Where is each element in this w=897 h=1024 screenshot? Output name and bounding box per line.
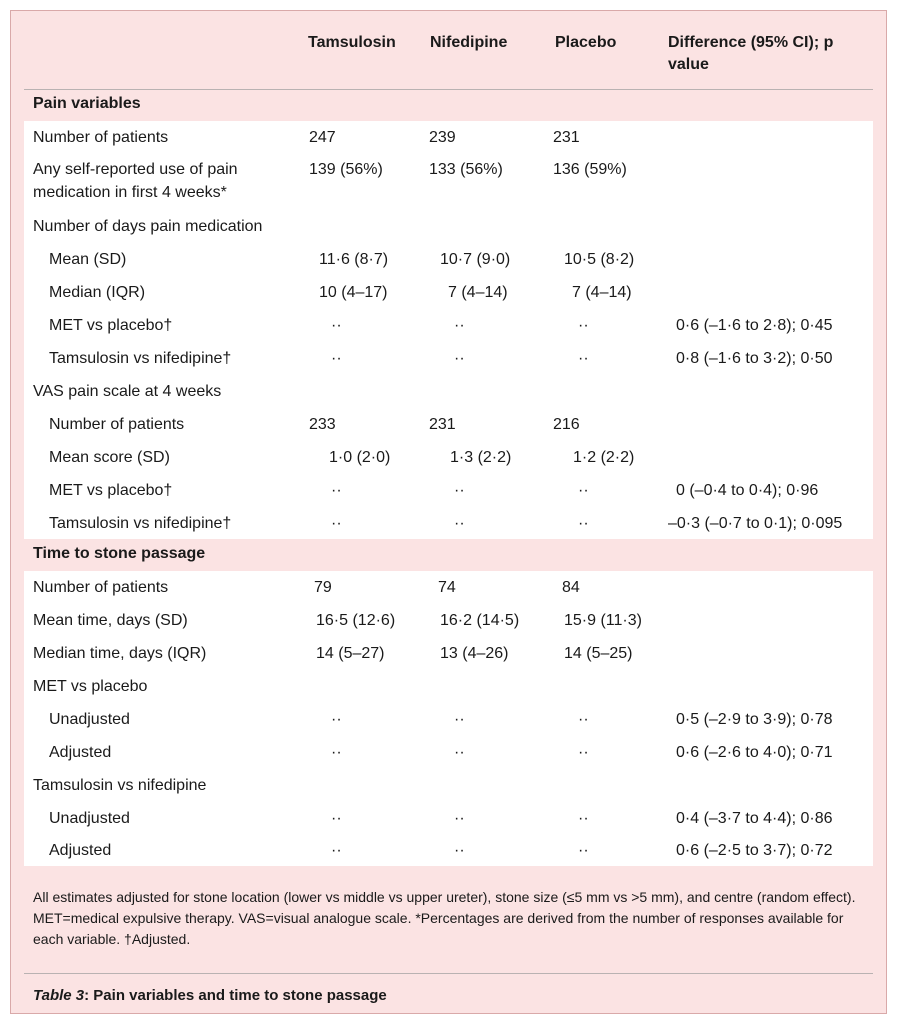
cell-nifedipine: 13 (4–26): [440, 645, 509, 662]
cell-tamsulosin: ··: [331, 842, 342, 859]
row-label: Unadjusted: [49, 711, 130, 728]
cell-tamsulosin: 10 (4–17): [319, 284, 388, 301]
row-label: Number of patients: [33, 129, 169, 146]
cell-placebo: ··: [578, 810, 589, 827]
cell-nifedipine: ··: [454, 711, 465, 728]
cell-placebo: 15·9 (11·3): [564, 612, 642, 629]
row-label: Tamsulosin vs nifedipine†: [49, 350, 232, 367]
cell-placebo: ··: [578, 515, 589, 532]
cell-tamsulosin: 11·6 (8·7): [319, 251, 389, 268]
cell-nifedipine: ··: [454, 317, 465, 334]
cell-tamsulosin: 14 (5–27): [316, 645, 385, 662]
col-header-tamsulosin: Tamsulosin: [308, 34, 396, 51]
cell-nifedipine: 7 (4–14): [448, 284, 508, 301]
cell-placebo: 14 (5–25): [564, 645, 633, 662]
cell-nifedipine: 74: [438, 579, 456, 596]
row-label: Mean score (SD): [49, 449, 170, 466]
row-label: Tamsulosin vs nifedipine: [33, 777, 207, 794]
table-footnote: All estimates adjusted for stone location (lower vs middle vs upper ureter), stone size (≤5 mm vs >5 mm), and centre (random effect). MET=medical expulsive therapy. VAS=visual analogue scale. *Percentages are derived from the number of responses available for each variable. †Adjusted.: [33, 889, 856, 947]
cell-tamsulosin: 1·0 (2·0): [329, 449, 391, 466]
cell-nifedipine: ··: [454, 515, 465, 532]
cell-difference: 0·4 (–3·7 to 4·4); 0·86: [676, 810, 833, 827]
cell-placebo: ··: [578, 350, 589, 367]
cell-difference: 0·8 (–1·6 to 3·2); 0·50: [676, 350, 833, 367]
col-header-placebo: Placebo: [555, 34, 617, 51]
row-label: Mean time, days (SD): [33, 612, 188, 629]
section-title-time: Time to stone passage: [33, 545, 206, 562]
header-divider: [24, 89, 873, 90]
cell-nifedipine: 1·3 (2·2): [450, 449, 512, 466]
cell-tamsulosin: ··: [331, 350, 342, 367]
cell-placebo: ··: [578, 482, 589, 499]
cell-placebo: 7 (4–14): [572, 284, 632, 301]
row-label: VAS pain scale at 4 weeks: [33, 383, 222, 400]
cell-tamsulosin: 139 (56%): [309, 161, 383, 178]
pain-section-body: [24, 121, 873, 539]
cell-difference: 0 (–0·4 to 0·4); 0·96: [676, 482, 819, 499]
row-label: Number of days pain medication: [33, 218, 263, 235]
cell-placebo: ··: [578, 744, 589, 761]
cell-nifedipine: 16·2 (14·5): [440, 612, 520, 629]
row-label: Median time, days (IQR): [33, 645, 207, 662]
cell-tamsulosin: 247: [309, 129, 336, 146]
time-section-body: [24, 571, 873, 866]
cell-difference: 0·6 (–2·5 to 3·7); 0·72: [676, 842, 833, 859]
row-label: Median (IQR): [49, 284, 146, 301]
cell-nifedipine: ··: [454, 482, 465, 499]
cell-tamsulosin: 233: [309, 416, 336, 433]
cell-tamsulosin: ··: [331, 317, 342, 334]
cell-nifedipine: ··: [454, 810, 465, 827]
cell-difference: 0·6 (–1·6 to 2·8); 0·45: [676, 317, 833, 334]
row-label: Adjusted: [49, 842, 112, 859]
cell-placebo: ··: [578, 842, 589, 859]
row-label: Adjusted: [49, 744, 112, 761]
cell-nifedipine: 239: [429, 129, 456, 146]
row-label: Number of patients: [33, 579, 169, 596]
cell-nifedipine: 231: [429, 416, 456, 433]
cell-tamsulosin: 79: [314, 579, 332, 596]
row-label: Number of patients: [49, 416, 185, 433]
section-title-pain: Pain variables: [33, 95, 141, 112]
col-header-difference: Difference (95% CI); p value: [668, 34, 834, 73]
cell-placebo: 216: [553, 416, 580, 433]
cell-placebo: 10·5 (8·2): [564, 251, 635, 268]
cell-nifedipine: ··: [454, 842, 465, 859]
cell-placebo: 1·2 (2·2): [573, 449, 635, 466]
cell-difference: –0·3 (–0·7 to 0·1); 0·095: [668, 515, 843, 532]
cell-tamsulosin: ··: [331, 515, 342, 532]
cell-difference: 0·5 (–2·9 to 3·9); 0·78: [676, 711, 833, 728]
row-label: Mean (SD): [49, 251, 127, 268]
row-label: MET vs placebo: [33, 678, 148, 695]
cell-nifedipine: ··: [454, 744, 465, 761]
cell-difference: 0·6 (–2·6 to 4·0); 0·71: [676, 744, 833, 761]
cell-tamsulosin: 16·5 (12·6): [316, 612, 396, 629]
row-label: MET vs placebo†: [49, 317, 173, 334]
table-caption: [33, 986, 387, 1006]
row-label: Any self-reported use of pain medication in first 4 weeks*: [33, 161, 238, 201]
row-label: Unadjusted: [49, 810, 130, 827]
row-label: Tamsulosin vs nifedipine†: [49, 515, 232, 532]
table-frame: [10, 10, 887, 1014]
cell-tamsulosin: ··: [331, 810, 342, 827]
cell-placebo: 84: [562, 579, 580, 596]
cell-tamsulosin: ··: [331, 482, 342, 499]
col-header-nifedipine: Nifedipine: [430, 34, 508, 51]
caption-label: Table 3: [33, 987, 85, 1004]
row-label: MET vs placebo†: [49, 482, 173, 499]
cell-placebo: ··: [578, 317, 589, 334]
cell-tamsulosin: ··: [331, 711, 342, 728]
caption-text: : Pain variables and time to stone passage: [84, 987, 387, 1004]
caption-divider: [24, 973, 873, 974]
cell-placebo: ··: [578, 711, 589, 728]
cell-nifedipine: ··: [454, 350, 465, 367]
cell-tamsulosin: ··: [331, 744, 342, 761]
cell-placebo: 136 (59%): [553, 161, 627, 178]
cell-nifedipine: 133 (56%): [429, 161, 503, 178]
cell-nifedipine: 10·7 (9·0): [440, 251, 511, 268]
cell-placebo: 231: [553, 129, 580, 146]
table-header: [11, 11, 886, 86]
